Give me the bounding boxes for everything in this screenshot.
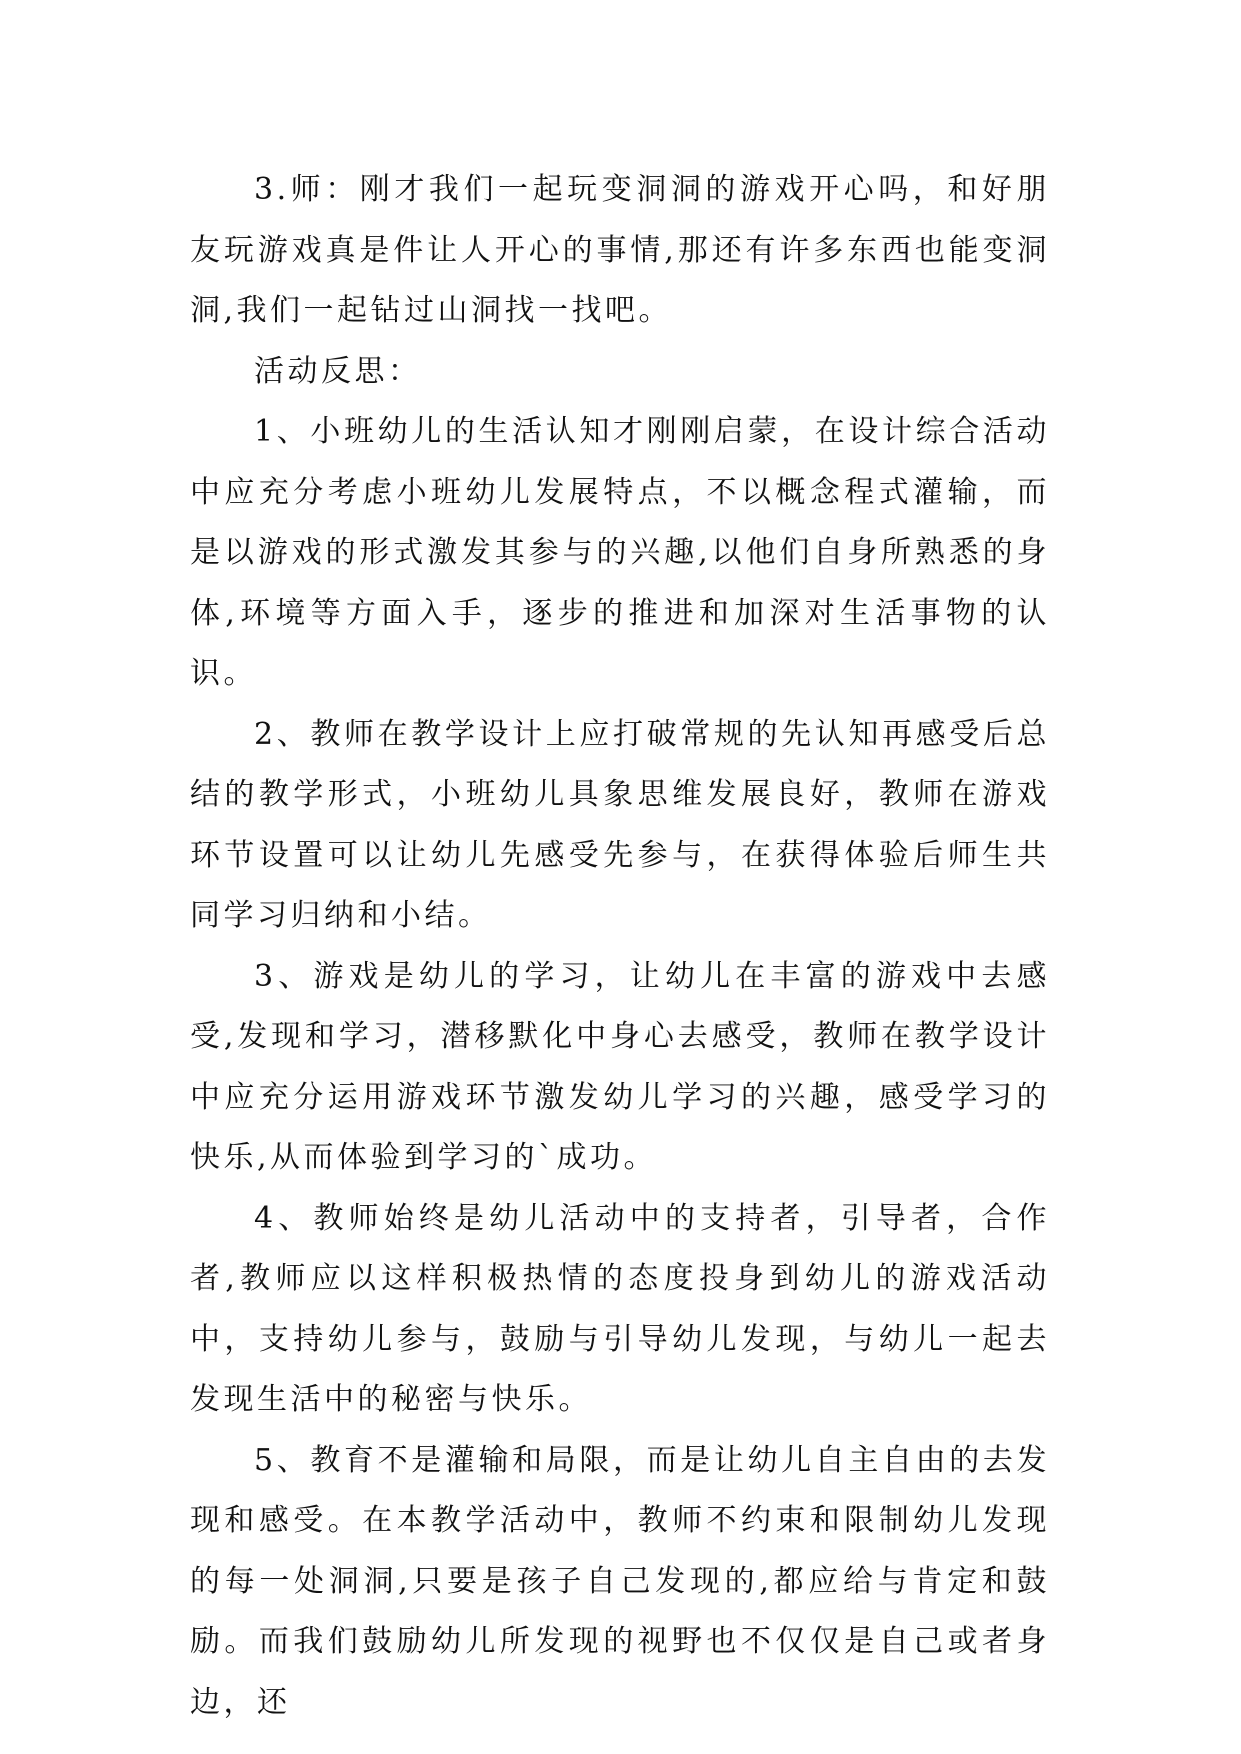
paragraph-reflection-4: 4、教师始终是幼儿活动中的支持者，引导者，合作者,教师应以这样积极热情的态度投身到幼儿的游戏活动中，支持幼儿参与，鼓励与引导幼儿发现，与幼儿一起去发现生活中的秘密与快乐。 <box>190 1200 1050 1417</box>
document-body <box>190 160 1050 1733</box>
section-heading-reflection: 活动反思： <box>254 353 422 389</box>
paragraph-reflection-3: 3、游戏是幼儿的学习，让幼儿在丰富的游戏中去感受,发现和学习，潜移默化中身心去感受，教师在教学设计中应充分运用游戏环节激发幼儿学习的兴趣，感受学习的快乐,从而体验到学习的`成功。 <box>190 958 1050 1175</box>
paragraph-reflection-1: 1、小班幼儿的生活认知才刚刚启蒙，在设计综合活动中应充分考虑小班幼儿发展特点，不以概念程式灌输，而是以游戏的形式激发其参与的兴趣,以他们自身所熟悉的身体,环境等方面入手，逐步的推进和加深对生活事物的认识。 <box>190 414 1050 691</box>
paragraph-reflection-2: 2、教师在教学设计上应打破常规的先认知再感受后总结的教学形式，小班幼儿具象思维发展良好，教师在游戏环节设置可以让幼儿先感受先参与，在获得体验后师生共同学习归纳和小结。 <box>190 716 1050 933</box>
paragraph-teacher-closing: 3.师：刚才我们一起玩变洞洞的游戏开心吗，和好朋友玩游戏真是件让人开心的事情,那还有许多东西也能变洞洞,我们一起钻过山洞找一找吧。 <box>190 172 1050 328</box>
paragraph-reflection-5: 5、教育不是灌输和局限，而是让幼儿自主自由的去发现和感受。在本教学活动中，教师不约束和限制幼儿发现的每一处洞洞,只要是孩子自己发现的,都应给与肯定和鼓励。而我们鼓励幼儿所发现的视野也不仅仅是自己或者身边，还 <box>190 1442 1050 1720</box>
